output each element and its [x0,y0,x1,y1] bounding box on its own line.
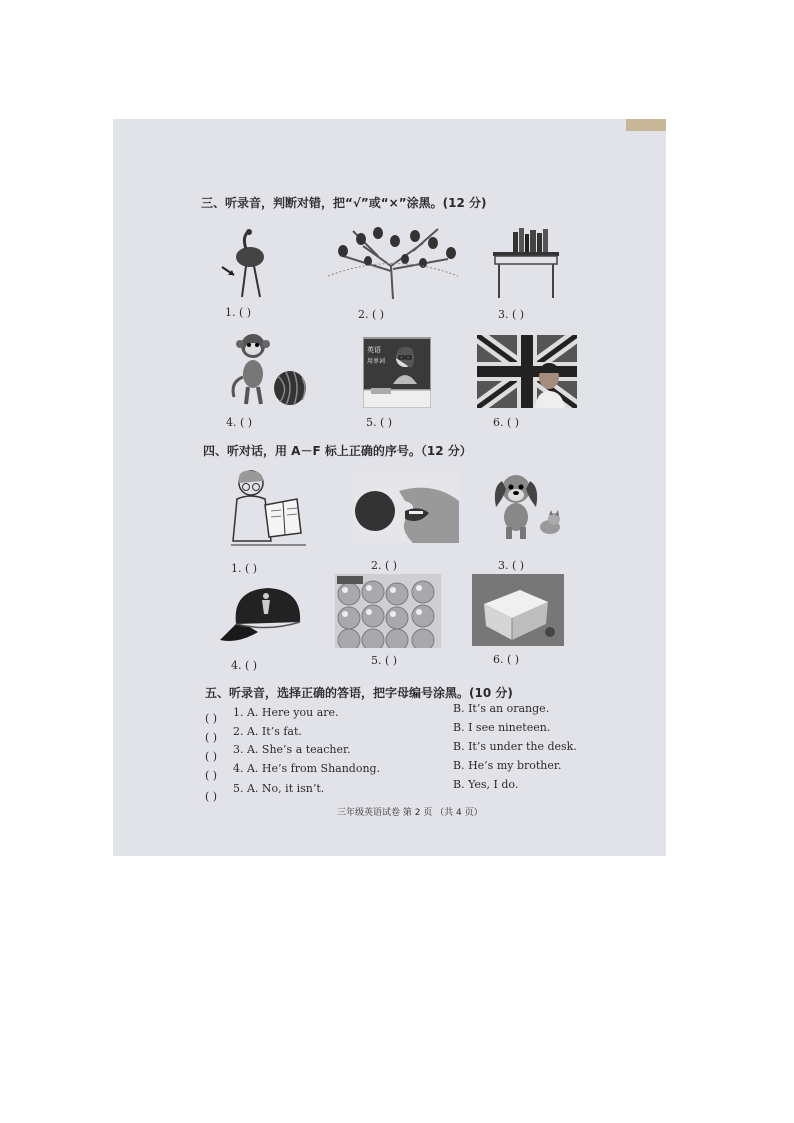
s4-item-3-label[interactable]: 3. ( ) [498,559,525,572]
exam-page-photo [113,119,666,856]
s4-item-5-label[interactable]: 5. ( ) [371,654,398,667]
s4-item-6-label[interactable]: 6. ( ) [493,653,520,666]
cap-image [218,582,308,644]
s4-item-2-label[interactable]: 2. ( ) [371,559,398,572]
dog-and-cat-image [488,467,568,542]
monkey-watermelon-image [228,332,313,407]
ostrich-image [218,229,278,299]
teacher-blackboard-image [363,336,431,408]
s3-item-1-label[interactable]: 1. ( ) [225,306,252,319]
page-footer: 三年级英语试卷 第 2 页 （共 4 页） [337,808,483,818]
section-4-title: 四、听对话，用 A－F 标上正确的序号。（12 分） [203,444,472,458]
s3-item-6-label[interactable]: 6. ( ) [493,416,520,429]
q5-option-b: B. Yes, I do. [453,778,519,791]
q1-option-a: 1. A. Here you are. [233,706,339,719]
svg-text:英语: 英语 [367,346,381,354]
section-3-title: 三、听录音，判断对错，把“√”或“×”涂黑。(12 分) [201,196,487,210]
q3-option-b: B. It’s under the desk. [453,740,577,753]
q3-paren[interactable]: ( ) [205,750,218,763]
s3-item-3-label[interactable]: 3. ( ) [498,308,525,321]
table-edge [626,119,666,131]
q2-paren[interactable]: ( ) [205,731,218,744]
q5-option-a: 5. A. No, it isn’t. [233,782,325,795]
q4-option-b: B. He’s my brother. [453,759,562,772]
desk-with-books-image [491,224,561,299]
s3-item-2-label[interactable]: 2. ( ) [358,308,385,321]
apples-image [335,574,441,648]
q2-option-a: 2. A. It’s fat. [233,725,302,738]
s4-item-1-label[interactable]: 1. ( ) [231,562,258,575]
q4-option-a: 4. A. He’s from Shandong. [233,762,381,775]
q1-option-b: B. It’s an orange. [453,702,550,715]
box-image [472,574,564,646]
q3-option-a: 3. A. She’s a teacher. [233,743,351,756]
s4-item-4-label[interactable]: 4. ( ) [231,659,258,672]
s3-item-5-label[interactable]: 5. ( ) [366,416,393,429]
uk-flag-man-image [477,335,577,408]
grandma-reading-image [231,469,306,549]
tree-with-birds-image [323,221,463,299]
q5-paren[interactable]: ( ) [205,790,218,803]
q2-option-b: B. I see nineteen. [453,721,551,734]
q4-paren[interactable]: ( ) [205,769,218,782]
s3-item-4-label[interactable]: 4. ( ) [226,416,253,429]
q1-paren[interactable]: ( ) [205,712,218,725]
svg-text:用单词: 用单词 [367,358,386,365]
section-5-title: 五、听录音，选择正确的答语，把字母编号涂黑。(10 分) [205,686,513,700]
mouth-eating-image [353,471,459,543]
